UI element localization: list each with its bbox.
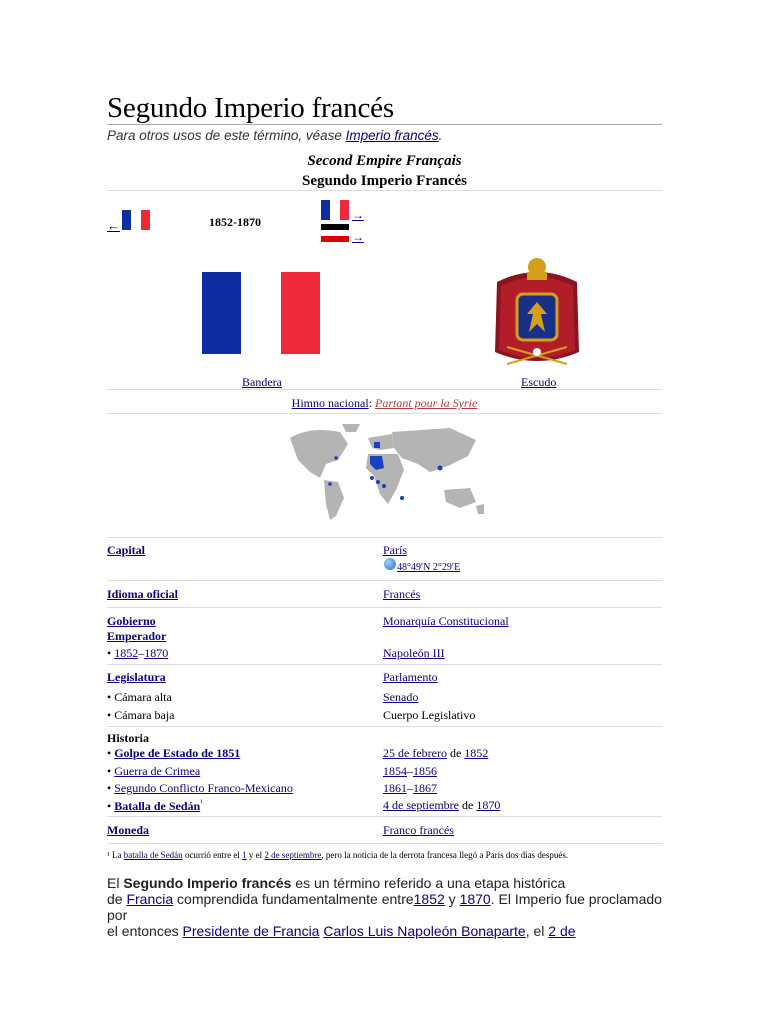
lower-house-label: • Cámara baja xyxy=(107,708,175,722)
footnote-mark: ¹ La xyxy=(107,850,124,860)
divider xyxy=(107,389,662,390)
footnote-link-1[interactable]: 1 xyxy=(242,850,247,860)
crimea-link[interactable]: Guerra de Crimea xyxy=(114,764,201,778)
anthem-label[interactable]: Himno nacional xyxy=(291,396,369,410)
dash: – xyxy=(138,646,145,660)
intro-text: de xyxy=(107,891,127,907)
disambig-link[interactable]: Imperio francés xyxy=(345,128,439,143)
footnote-link-sedan[interactable]: batalla de Sedán xyxy=(123,850,183,860)
language-value[interactable]: Francés xyxy=(383,587,421,601)
emperor-label[interactable]: Emperador xyxy=(107,629,167,643)
napoleon-link[interactable]: Carlos Luis Napoleón Bonaparte xyxy=(323,923,526,939)
intro-text: el entonces xyxy=(107,923,183,939)
intro-text: El xyxy=(107,875,124,891)
divider xyxy=(107,664,662,665)
prev-state-arrow[interactable]: ← xyxy=(107,218,120,233)
coup-row-value xyxy=(383,746,488,761)
flag-caption[interactable]: Bandera xyxy=(242,375,282,389)
sedan-link[interactable]: Batalla de Sedán xyxy=(114,799,201,813)
next-state-arrow-1[interactable]: → xyxy=(352,208,364,222)
coup-link[interactable]: Golpe de Estado de 1851 xyxy=(114,746,241,760)
intro-text: , el xyxy=(525,923,549,939)
title-divider xyxy=(107,124,662,125)
coup-year-link[interactable]: 1852 xyxy=(464,746,489,760)
currency-value[interactable]: Franco francés xyxy=(383,823,454,837)
intro-line-1 xyxy=(107,875,667,891)
divider xyxy=(107,607,662,608)
intro-text: y xyxy=(444,891,460,907)
disambiguation-note xyxy=(107,128,442,143)
footnote xyxy=(107,850,568,860)
year-1870-link[interactable]: 1870 xyxy=(459,891,491,907)
upper-house-label: • Cámara alta xyxy=(107,690,172,704)
infobox-native-name: Second Empire Français xyxy=(307,153,462,169)
government-label[interactable]: Gobierno xyxy=(107,614,156,628)
legislature-label[interactable]: Legislatura xyxy=(107,670,166,684)
mexico-from-link[interactable]: 1861 xyxy=(383,781,407,795)
crimea-from-link[interactable]: 1854 xyxy=(383,764,407,778)
footnote-text-1: ocurrió entre el xyxy=(182,850,243,860)
intro-line-3 xyxy=(107,923,667,939)
divider xyxy=(107,190,662,191)
date-link[interactable]: 2 de xyxy=(548,923,576,939)
emperor-from-link[interactable]: 1852 xyxy=(114,646,139,660)
intro-text: comprendida fundamentalmente entre xyxy=(173,891,414,907)
anthem-value[interactable]: Partant pour la Syrie xyxy=(375,396,478,410)
upper-house-value[interactable]: Senado xyxy=(383,690,419,704)
divider xyxy=(107,537,662,538)
crimea-row-label: • Guerra de Crimea xyxy=(107,764,201,778)
globe-icon[interactable] xyxy=(384,558,396,570)
footnote-text-3: , pero la noticia de la derrota francesa llegó a París dos días después. xyxy=(321,850,569,860)
coup-row-label: • Golpe de Estado de 1851 xyxy=(107,746,241,760)
disambig-prefix: Para otros usos de este término, véase xyxy=(107,128,346,143)
mexico-link[interactable]: Segundo Conflicto Franco-Mexicano xyxy=(114,781,293,795)
currency-label[interactable]: Moneda xyxy=(107,823,149,837)
anthem-row xyxy=(107,396,662,411)
divider xyxy=(107,580,662,581)
next-flag-france-icon[interactable] xyxy=(321,200,349,220)
infobox-name: Segundo Imperio Francés xyxy=(302,173,467,189)
coup-date-link[interactable]: 25 de febrero xyxy=(383,746,447,760)
disambig-suffix: . xyxy=(438,128,443,143)
flag-image[interactable] xyxy=(202,272,320,354)
coup-de: de xyxy=(449,746,462,760)
mexico-row-label: • Segundo Conflicto Franco-Mexicano xyxy=(107,781,293,795)
sedan-de: de xyxy=(461,798,474,812)
intro-text: . El Imperio fue proclamado por xyxy=(107,891,662,923)
sedan-footnote-mark[interactable]: ¹ xyxy=(200,798,203,807)
prev-flag-icon[interactable] xyxy=(122,210,150,230)
next-state-arrow-2[interactable]: → xyxy=(352,230,364,244)
language-label[interactable]: Idioma oficial xyxy=(107,587,178,601)
intro-line-2 xyxy=(107,891,667,923)
intro-paragraph xyxy=(107,875,667,939)
sedan-date-link[interactable]: 4 de septiembre xyxy=(383,798,459,812)
mexico-to-link[interactable]: 1867 xyxy=(413,781,437,795)
succession-years: 1852-1870 xyxy=(209,215,261,229)
page-title: Segundo Imperio francés xyxy=(107,92,394,124)
anthem-sep: : xyxy=(368,396,372,410)
intro-text: es un término referido a una etapa histórica xyxy=(291,875,566,891)
history-label: Historia xyxy=(107,731,149,745)
crimea-to-link[interactable]: 1856 xyxy=(413,764,437,778)
coat-caption[interactable]: Escudo xyxy=(521,375,557,389)
mexico-row-value: 1861–1867 xyxy=(383,781,437,795)
sedan-row-label: • Batalla de Sedán$^{^1}$ xyxy=(107,798,203,813)
year-1852-link[interactable]: 1852 xyxy=(413,891,445,907)
footnote-link-2sep[interactable]: 2 de septiembre xyxy=(264,850,322,860)
crimea-row-value: 1854–1856 xyxy=(383,764,437,778)
world-map-image[interactable] xyxy=(280,420,492,528)
legislature-value[interactable]: Parlamento xyxy=(383,670,438,684)
bullet: • xyxy=(107,646,112,660)
emperor-to-link[interactable]: 1870 xyxy=(144,646,169,660)
capital-value[interactable]: París xyxy=(383,543,407,557)
sedan-row-value xyxy=(383,798,500,813)
next-flag-germany-icon[interactable] xyxy=(321,224,349,242)
president-link[interactable]: Presidente de Francia xyxy=(182,923,320,939)
lower-house-value: Cuerpo Legislativo xyxy=(383,708,476,722)
divider xyxy=(107,843,662,844)
divider xyxy=(107,816,662,817)
emperor-value[interactable]: Napoleón III xyxy=(383,646,445,660)
capital-coords[interactable]: 48°49′N 2°29′E xyxy=(397,562,461,573)
sedan-year-link[interactable]: 1870 xyxy=(476,798,501,812)
footnote-text-2: y el xyxy=(246,850,265,860)
divider xyxy=(107,726,662,727)
emperor-period xyxy=(107,646,168,661)
capital-label[interactable]: Capital xyxy=(107,543,146,557)
intro-bold-term: Segundo Imperio francés xyxy=(123,875,292,891)
coat-of-arms-image[interactable] xyxy=(487,252,587,372)
francia-link[interactable]: Francia xyxy=(126,891,174,907)
government-value[interactable]: Monarquía Constitucional xyxy=(383,614,509,628)
divider xyxy=(107,413,662,414)
